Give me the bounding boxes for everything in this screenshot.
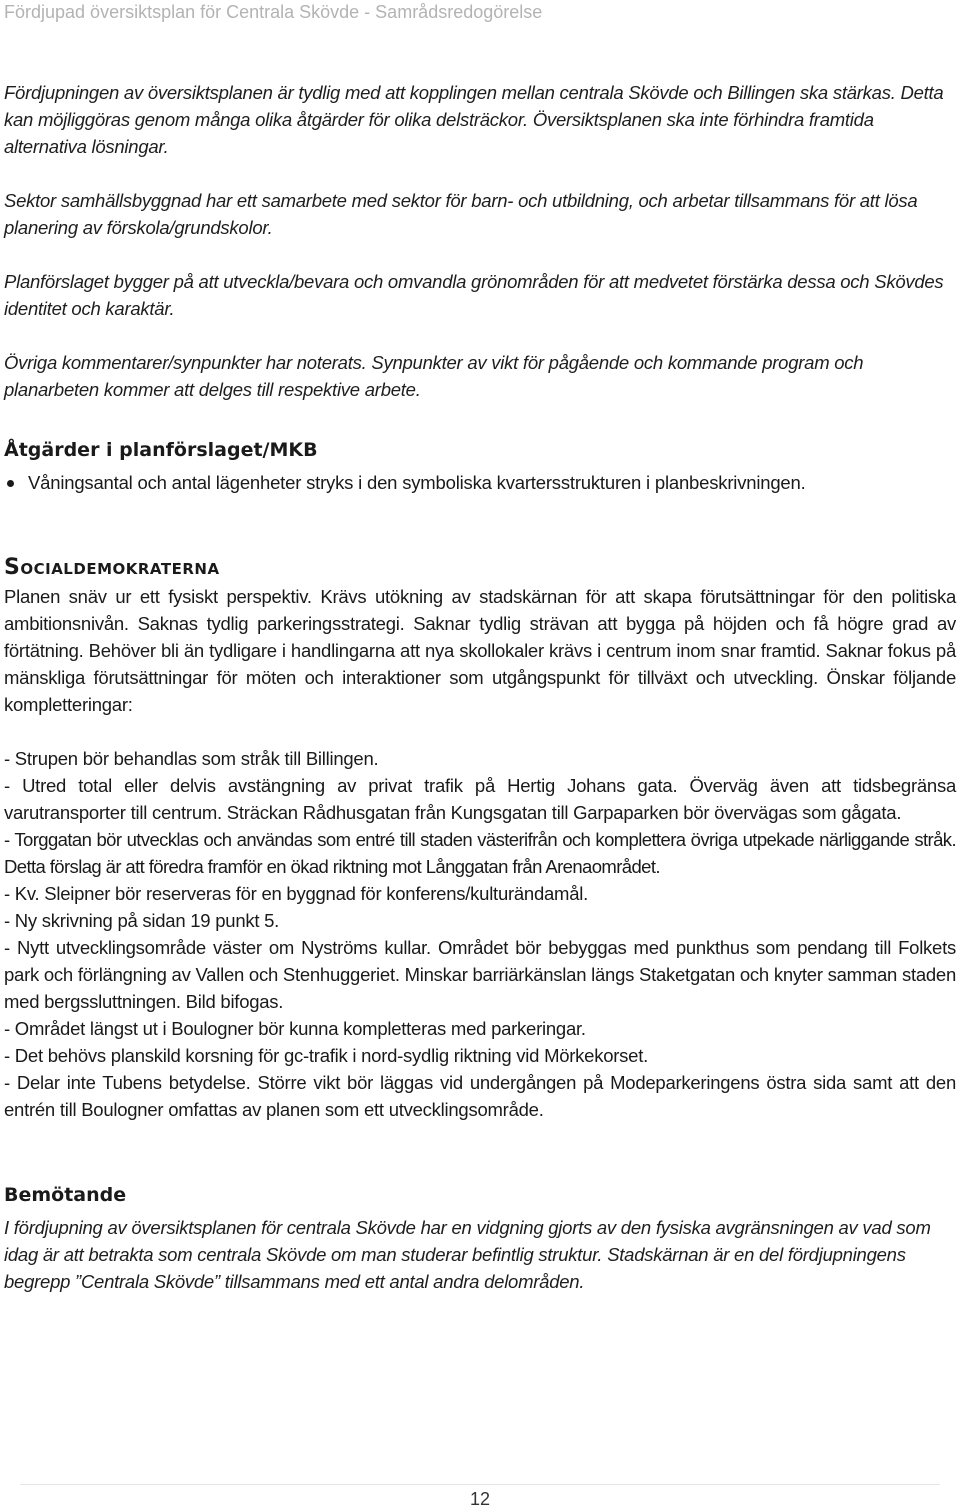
response-paragraph: Fördjupningen av översiktsplanen är tydlig med att kopplingen mellan centrala Skövde och Billingen ska stärkas. Detta kan möjliggöras genom många olika åtgärder för olika delsträckor. Översiktsplanen ska inte förhindra framtida alternativa lösningar. (4, 82, 944, 157)
opinion-list-item: - Nytt utvecklingsområde väster om Nyströms kullar. Området bör bebyggas med punkthus som pendang till Folkets park och förlängning av Vallen och Stenhuggeriet. Minskar barriärkänslan längs Staketgatan och knyter samman staden med bergssluttningen. Bild bifogas. (4, 937, 956, 1012)
opinion-list-item: - Det behövs planskild korsning för gc-trafik i nord-sydlig riktning vid Mörkekorset. (4, 1045, 648, 1066)
opinion-intro: Planen snäv ur ett fysiskt perspektiv. Krävs utökning av stadskärnan för att skapa förutsättningar för den politiska ambitionsnivån. Saknas tydlig parkeringsstrategi. Saknar tydlig strävan att bygga på höjden och få högre grad av förtätning. Behöver bli än tydligare i handlingarna att nya skollokaler krävs i centrum inom snar framtid. Saknar fokus på mänskliga förutsättningar för möten och interaktioner som utgångspunkt för tillväxt och utveckling. Önskar följande kompletteringar: (4, 586, 956, 715)
opinion-list-item: - Kv. Sleipner bör reserveras för en byggnad för konferens/kulturändamål. (4, 883, 588, 904)
opinion-list (4, 745, 956, 1123)
actions-heading: Åtgärder i planförslaget/MKB (4, 439, 318, 461)
footer-divider (20, 1484, 940, 1485)
opinion-list-item: - Ny skrivning på sidan 19 punkt 5. (4, 910, 280, 931)
party-heading-socialdemokraterna (4, 555, 956, 581)
page-content (4, 79, 956, 1295)
bemotande-heading: Bemötande (4, 1184, 127, 1206)
actions-list-item: Våningsantal och antal lägenheter stryks i den symboliska kvartersstrukturen i planbeskrivningen. (4, 469, 956, 496)
response-paragraph: Sektor samhällsbyggnad har ett samarbete med sektor för barn- och utbildning, och arbetar tillsammans för att lösa planering av förskola/grundskolor. (4, 190, 918, 238)
bemotande-text: I fördjupning av översiktsplanen för centrala Skövde har en vidgning gjorts av den fysiska avgränsningen av vad som idag är att betrakta som centrala Skövde om man studerar befintlig struktur. Stadskärnan är en del fördjupningens begrepp ”Centrala Skövde” tillsammans med ett antal andra delområden. (4, 1217, 931, 1292)
heading-rest: ocialdemokraterna (20, 555, 220, 580)
response-paragraph: Planförslaget bygger på att utveckla/bevara och omvandla grönområden för att medvetet förstärka dessa och Skövdes identitet och karaktär. (4, 271, 944, 319)
response-paragraph: Övriga kommentarer/synpunkter har noterats. Synpunkter av vikt för pågående och kommande program och planarbeten kommer att delges till respektive arbete. (4, 352, 864, 400)
heading-initial: S (4, 555, 21, 580)
running-header: Fördjupad översiktsplan för Centrala Skövde - Samrådsredogörelse (4, 2, 543, 22)
opinion-list-item: - Strupen bör behandlas som stråk till Billingen. (4, 748, 379, 769)
page-number: 12 (469, 1489, 491, 1509)
opinion-list-item: - Utred total eller delvis avstängning av privat trafik på Hertig Johans gata. Överväg även att tidsbegränsa varutransporter till centrum. Sträckan Rådhusgatan från Kungsgatan till Garpaparken bör övervägas som gågata. (4, 775, 956, 823)
opinion-list-item: - Delar inte Tubens betydelse. Större vikt bör läggas vid undergången på Modeparkeringens östra sida samt att den entrén till Boulogner omfattas av planen som ett utvecklingsområde. (4, 1072, 956, 1120)
opinion-list-item: - Området längst ut i Boulogner bör kunna kompletteras med parkeringar. (4, 1018, 586, 1039)
actions-list (4, 469, 956, 496)
opinion-list-item: - Torggatan bör utvecklas och användas som entré till staden västerifrån och komplettera övriga utpekade närliggande stråk. Detta förslag är att föredra framför en ökad riktning mot Långgatan från Arenaområdet. (4, 829, 956, 877)
